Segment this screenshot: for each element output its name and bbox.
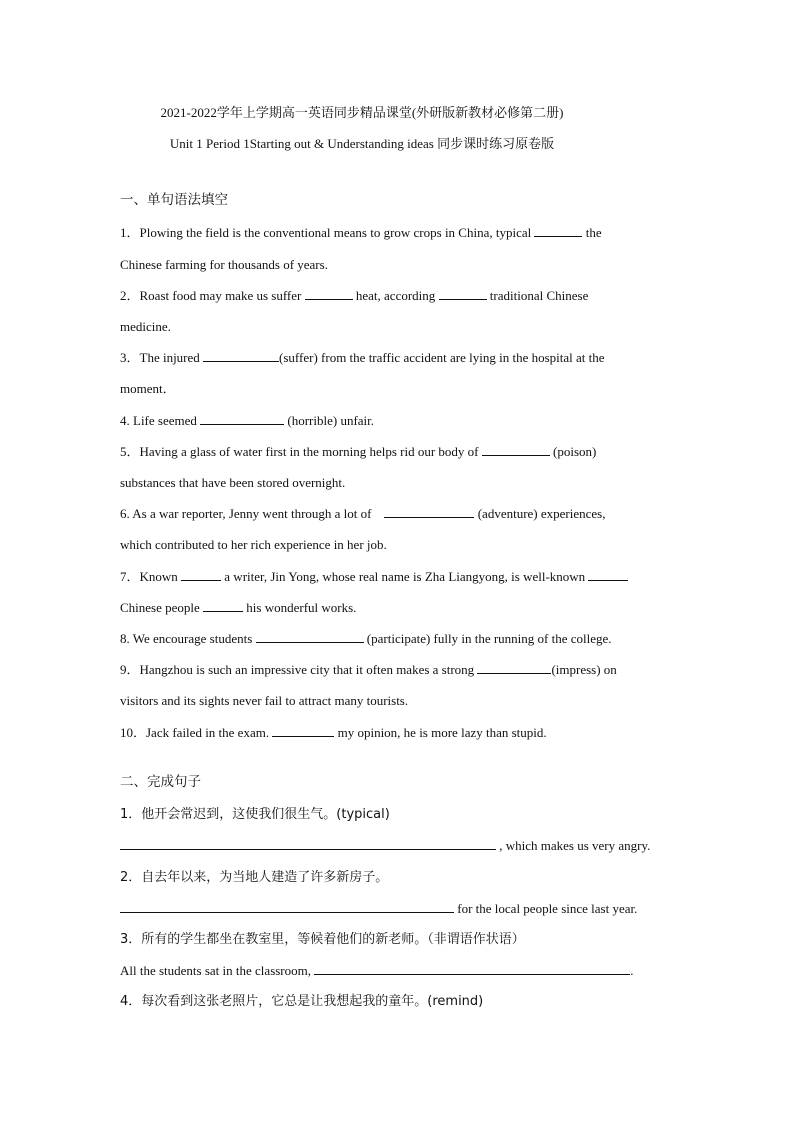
exercise-6-line1: 6. As a war reporter, Jenny went through a lot of (adventure) experiences, xyxy=(120,506,606,521)
exercise-6-line2: which contributed to her rich experience in her job. xyxy=(120,537,387,552)
answer-blank[interactable] xyxy=(203,349,279,362)
exercise-1-line2: Chinese farming for thousands of years. xyxy=(120,257,328,272)
answer-blank[interactable] xyxy=(305,287,353,300)
exercise-9-line2: visitors and its sights never fail to attract many tourists. xyxy=(120,693,409,708)
sentence-1-prompt: 1．他开会常迟到，这使我们很生气。(typical) xyxy=(120,807,390,822)
answer-blank[interactable] xyxy=(203,599,243,612)
answer-blank[interactable] xyxy=(314,962,630,975)
answer-blank[interactable] xyxy=(120,900,454,913)
exercise-7-line2: Chinese people his wonderful works. xyxy=(120,600,357,615)
sentence-3-answer-line: All the students sat in the classroom, . xyxy=(120,963,634,978)
section-heading-sentences: 二、完成句子 xyxy=(120,774,201,790)
exercise-3-line1: 3．The injured (suffer) from the traffic accident are lying in the hospital at the xyxy=(120,350,605,365)
answer-blank[interactable] xyxy=(477,661,551,674)
exercise-9-line1: 9．Hangzhou is such an impressive city that it often makes a strong (impress) on xyxy=(120,662,617,677)
answer-blank[interactable] xyxy=(272,724,334,737)
exercise-1-line1: 1．Plowing the field is the conventional means to grow crops in China, typical the xyxy=(120,225,602,240)
answer-blank[interactable] xyxy=(384,505,474,518)
answer-blank[interactable] xyxy=(588,568,628,581)
exercise-3-line2: moment． xyxy=(120,381,176,396)
doc-subtitle: Unit 1 Period 1Starting out & Understanding ideas 同步课时练习原卷版 xyxy=(169,136,555,151)
answer-blank[interactable] xyxy=(482,443,550,456)
section-heading-grammar: 一、单句语法填空 xyxy=(120,192,228,208)
answer-blank[interactable] xyxy=(534,224,582,237)
doc-title: 2021-2022学年上学期高一英语同步精品课堂(外研版新教材必修第二册) xyxy=(160,105,564,120)
answer-blank[interactable] xyxy=(439,287,487,300)
answer-blank[interactable] xyxy=(181,568,221,581)
sentence-2-answer-line: for the local people since last year. xyxy=(120,900,637,918)
answer-blank[interactable] xyxy=(200,412,284,425)
exercise-2-line1: 2．Roast food may make us suffer heat, according traditional Chinese xyxy=(120,288,589,303)
exercise-8: 8. We encourage students (participate) fully in the running of the college. xyxy=(120,631,612,646)
exercise-5-line2: substances that have been stored overnight. xyxy=(120,475,346,490)
sentence-4-prompt: 4．每次看到这张老照片，它总是让我想起我的童年。(remind) xyxy=(120,994,484,1009)
sentence-1-answer-line: , which makes us very angry. xyxy=(120,837,650,855)
sentence-2-prompt: 2．自去年以来，为当地人建造了许多新房子。 xyxy=(120,870,389,885)
exercise-7-line1: 7．Known a writer, Jin Yong, whose real name is Zha Liangyong, is well-known xyxy=(120,568,628,586)
sentence-3-prompt: 3．所有的学生都坐在教室里，等候着他们的新老师。（非谓语作状语） xyxy=(120,932,525,947)
exercise-2-line2: medicine. xyxy=(120,319,171,334)
answer-blank[interactable] xyxy=(256,630,364,643)
exercise-5-line1: 5．Having a glass of water first in the morning helps rid our body of (poison) xyxy=(120,444,597,459)
answer-blank[interactable] xyxy=(120,837,496,850)
exercise-4: 4. Life seemed (horrible) unfair. xyxy=(120,413,375,428)
exercise-10: 10．Jack failed in the exam. my opinion, he is more lazy than stupid. xyxy=(120,725,547,740)
